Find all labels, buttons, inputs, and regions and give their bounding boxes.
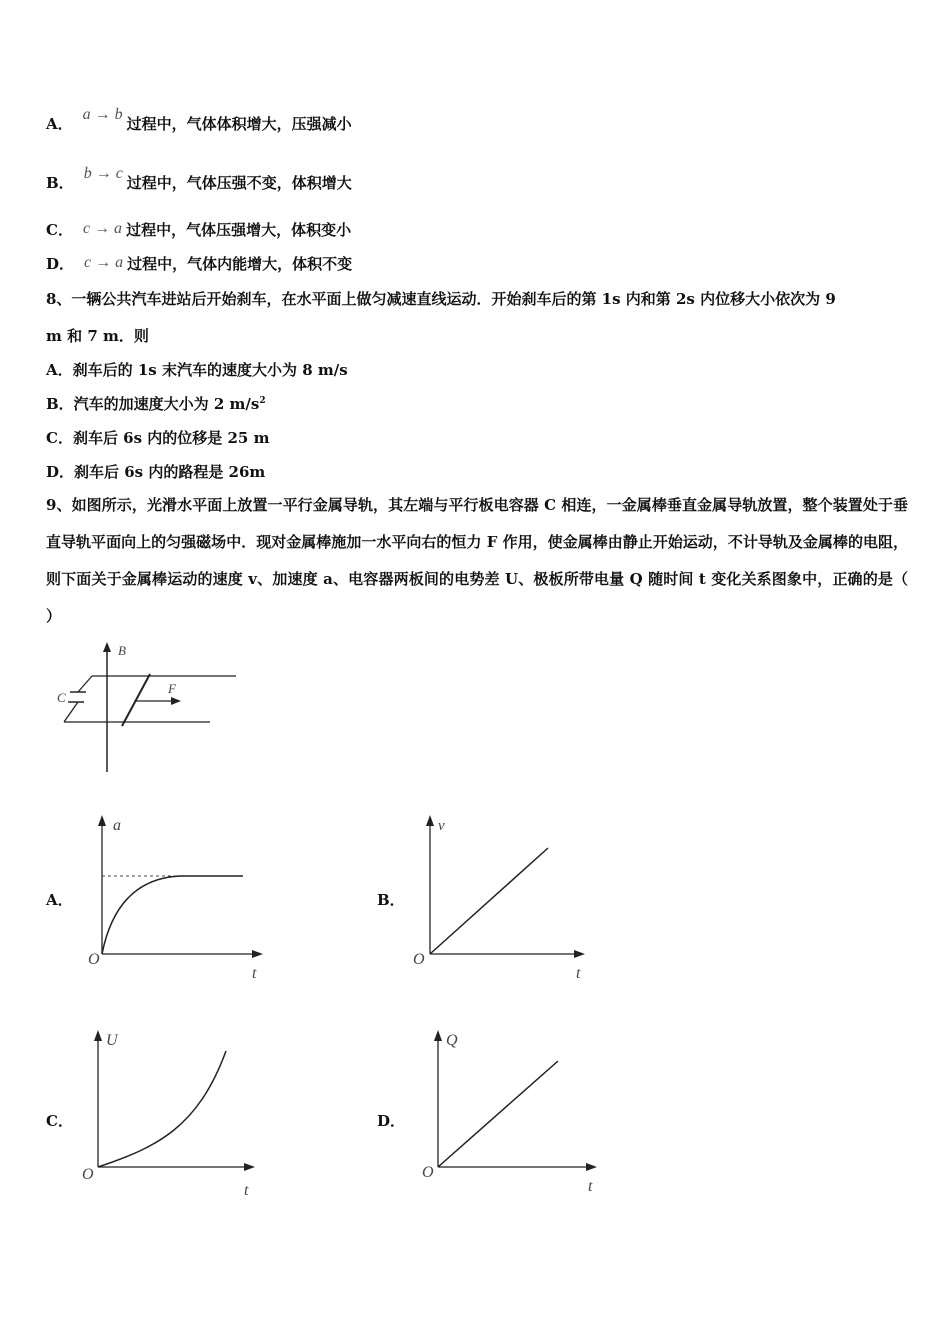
circuit-figure xyxy=(50,640,250,780)
process-expression: c → a xyxy=(82,220,123,237)
metal-rod xyxy=(122,674,150,726)
curve-a xyxy=(102,876,243,954)
origin-label: O xyxy=(422,1164,434,1181)
y-axis-label: Q xyxy=(446,1032,458,1049)
q7-option-c[interactable] xyxy=(46,220,351,241)
graph-d[interactable] xyxy=(416,1027,606,1202)
q8-option-c[interactable]: C．刹车后 6s 内的位移是 25 m xyxy=(46,429,270,447)
option-text: 过程中，气体压强不变，体积增大 xyxy=(126,174,352,192)
graph-b-label[interactable]: B． xyxy=(377,891,405,909)
process-expression: c → a xyxy=(84,254,124,271)
x-axis-label: t xyxy=(588,1178,593,1195)
option-letter: D． xyxy=(46,255,75,273)
option-text: 过程中，气体压强增大，体积变小 xyxy=(126,221,352,239)
graph-a-label[interactable]: A． xyxy=(46,891,73,909)
q8-option-d[interactable]: D．刹车后 6s 内的路程是 26m xyxy=(46,463,266,481)
origin-label: O xyxy=(413,951,425,968)
line-d xyxy=(438,1061,558,1167)
unit-superscript: 2 xyxy=(259,396,266,406)
q7-option-a[interactable] xyxy=(46,106,352,135)
origin-label: O xyxy=(82,1166,94,1183)
graph-a[interactable] xyxy=(80,812,270,982)
x-axis-label: t xyxy=(244,1182,249,1199)
line-b xyxy=(430,848,548,954)
q8-stem-line2: m 和 7 m．则 xyxy=(46,327,149,345)
x-axis-label: t xyxy=(576,965,581,982)
q8-option-a[interactable]: A．刹车后的 1s 末汽车的速度大小为 8 m/s xyxy=(46,361,348,379)
y-axis-label: U xyxy=(106,1032,118,1049)
graph-c[interactable] xyxy=(78,1027,268,1202)
option-text: B．汽车的加速度大小为 2 m/s xyxy=(46,395,260,413)
force-label: F xyxy=(168,681,176,696)
option-letter: C． xyxy=(46,221,73,239)
field-label: B xyxy=(118,643,126,658)
origin-label: O xyxy=(88,951,100,968)
option-letter: A． xyxy=(46,115,73,133)
q8-stem-line1: 8、一辆公共汽车进站后开始刹车，在水平面上做匀减速直线运动．开始刹车后的第 1s 内和第 2s 内位移大小依次为 9 xyxy=(46,290,836,308)
q7-option-d[interactable] xyxy=(46,254,352,275)
option-text: 过程中，气体内能增大，体积不变 xyxy=(127,255,353,273)
q8-option-b[interactable] xyxy=(46,394,266,414)
q9-stem: 9、如图所示，光滑水平面上放置一平行金属导轨，其左端与平行板电容器 C 相连，一金属棒垂直金属导轨放置，整个装置处于垂直导轨平面向上的匀强磁场中．现对金属棒施加一水平向右的恒力 F 作用，使金属棒由静止开始运动，不计导轨及金属棒的电阻，则下面关于金属棒运动的速度 v、加速度 a、电容器两板间的电势差 U、极板所带电量 Q 随时间 t 变化关系图象中，正确的是（ ） xyxy=(46,496,908,625)
process-expression: a → b xyxy=(82,106,123,123)
magnetic-field-arrow xyxy=(103,642,111,652)
graph-c-label[interactable]: C． xyxy=(46,1112,73,1130)
y-axis-label: a xyxy=(113,817,121,834)
option-text: 过程中，气体体积增大，压强减小 xyxy=(126,115,352,133)
graph-d-label[interactable]: D． xyxy=(377,1112,406,1130)
option-letter: B． xyxy=(46,174,74,192)
y-axis-label: v xyxy=(438,818,445,834)
capacitor-label: C xyxy=(57,690,66,705)
curve-c xyxy=(98,1051,226,1167)
x-axis-label: t xyxy=(252,965,257,982)
q7-option-b[interactable] xyxy=(46,165,352,194)
graph-b[interactable] xyxy=(408,812,598,982)
process-expression: b → c xyxy=(83,165,123,182)
